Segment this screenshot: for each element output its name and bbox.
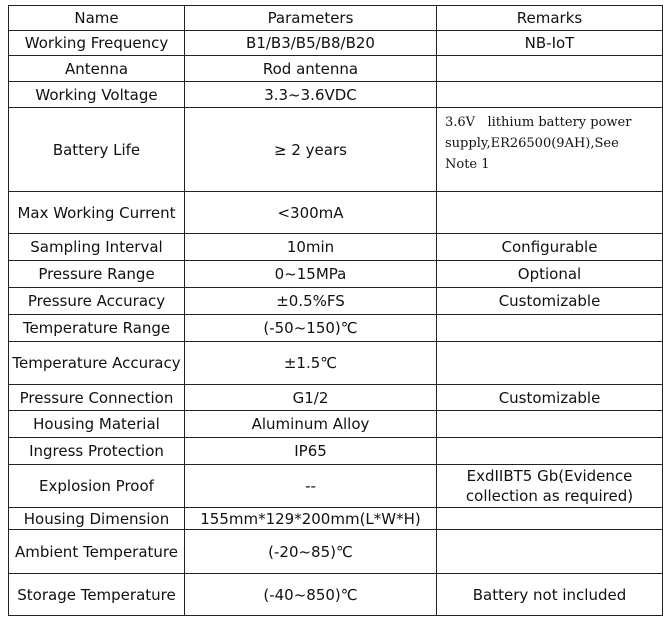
table-row bbox=[9, 31, 663, 56]
row-parameter: IP65 bbox=[185, 438, 437, 465]
row-parameter: -- bbox=[185, 465, 437, 508]
table-row bbox=[9, 82, 663, 108]
row-remark bbox=[437, 315, 663, 342]
row-parameter: Rod antenna bbox=[185, 56, 437, 82]
table-row bbox=[9, 530, 663, 574]
row-parameter: B1/B3/B5/B8/B20 bbox=[185, 31, 437, 56]
row-remark: ExdIIBT5 Gb(Evidence collection as required) bbox=[437, 465, 663, 508]
row-name: Battery Life bbox=[9, 108, 185, 192]
table-row bbox=[9, 108, 663, 192]
row-parameter: Aluminum Alloy bbox=[185, 411, 437, 438]
row-remark: 3.6V lithium battery power supply,ER26500(9AH),See Note 1 bbox=[437, 108, 663, 192]
row-parameter: (-40~850)℃ bbox=[185, 574, 437, 616]
table-row bbox=[9, 438, 663, 465]
row-name: Pressure Connection bbox=[9, 385, 185, 411]
row-name: Antenna bbox=[9, 56, 185, 82]
row-remark bbox=[437, 438, 663, 465]
row-name: Temperature Accuracy bbox=[9, 342, 185, 385]
row-remark: NB-IoT bbox=[437, 31, 663, 56]
table-row bbox=[9, 508, 663, 530]
table-row bbox=[9, 385, 663, 411]
row-name: Ingress Protection bbox=[9, 438, 185, 465]
table-row bbox=[9, 342, 663, 385]
column-header-parameters: Parameters bbox=[185, 6, 437, 31]
table-row bbox=[9, 411, 663, 438]
row-parameter: ≥ 2 years bbox=[185, 108, 437, 192]
column-header-name: Name bbox=[9, 6, 185, 31]
row-name: Housing Dimension bbox=[9, 508, 185, 530]
row-remark: Configurable bbox=[437, 234, 663, 261]
row-remark bbox=[437, 342, 663, 385]
row-parameter: 155mm*129*200mm(L*W*H) bbox=[185, 508, 437, 530]
row-remark bbox=[437, 56, 663, 82]
row-remark bbox=[437, 411, 663, 438]
row-parameter: 10min bbox=[185, 234, 437, 261]
table-row bbox=[9, 56, 663, 82]
row-parameter: (-20~85)℃ bbox=[185, 530, 437, 574]
table-header-row bbox=[9, 6, 663, 31]
row-name: Working Frequency bbox=[9, 31, 185, 56]
row-parameter: ±0.5%FS bbox=[185, 288, 437, 315]
table-row bbox=[9, 192, 663, 234]
row-parameter: G1/2 bbox=[185, 385, 437, 411]
specifications-table bbox=[8, 5, 663, 616]
table-row bbox=[9, 315, 663, 342]
row-name: Pressure Range bbox=[9, 261, 185, 288]
row-remark bbox=[437, 82, 663, 108]
row-parameter: (-50~150)℃ bbox=[185, 315, 437, 342]
row-name: Temperature Range bbox=[9, 315, 185, 342]
row-remark bbox=[437, 530, 663, 574]
row-name: Ambient Temperature bbox=[9, 530, 185, 574]
row-name: Working Voltage bbox=[9, 82, 185, 108]
row-parameter: ±1.5℃ bbox=[185, 342, 437, 385]
row-parameter: 3.3~3.6VDC bbox=[185, 82, 437, 108]
row-name: Pressure Accuracy bbox=[9, 288, 185, 315]
row-parameter: 0~15MPa bbox=[185, 261, 437, 288]
row-remark: Customizable bbox=[437, 288, 663, 315]
row-name: Max Working Current bbox=[9, 192, 185, 234]
column-header-remarks: Remarks bbox=[437, 6, 663, 31]
row-name: Storage Temperature bbox=[9, 574, 185, 616]
table-row bbox=[9, 234, 663, 261]
row-remark bbox=[437, 508, 663, 530]
row-remark: Battery not included bbox=[437, 574, 663, 616]
row-remark bbox=[437, 192, 663, 234]
row-name: Sampling Interval bbox=[9, 234, 185, 261]
table-row bbox=[9, 574, 663, 616]
row-remark: Customizable bbox=[437, 385, 663, 411]
table-row bbox=[9, 288, 663, 315]
row-parameter: <300mA bbox=[185, 192, 437, 234]
row-name: Explosion Proof bbox=[9, 465, 185, 508]
row-name: Housing Material bbox=[9, 411, 185, 438]
table-row bbox=[9, 261, 663, 288]
table-row bbox=[9, 465, 663, 508]
row-remark: Optional bbox=[437, 261, 663, 288]
